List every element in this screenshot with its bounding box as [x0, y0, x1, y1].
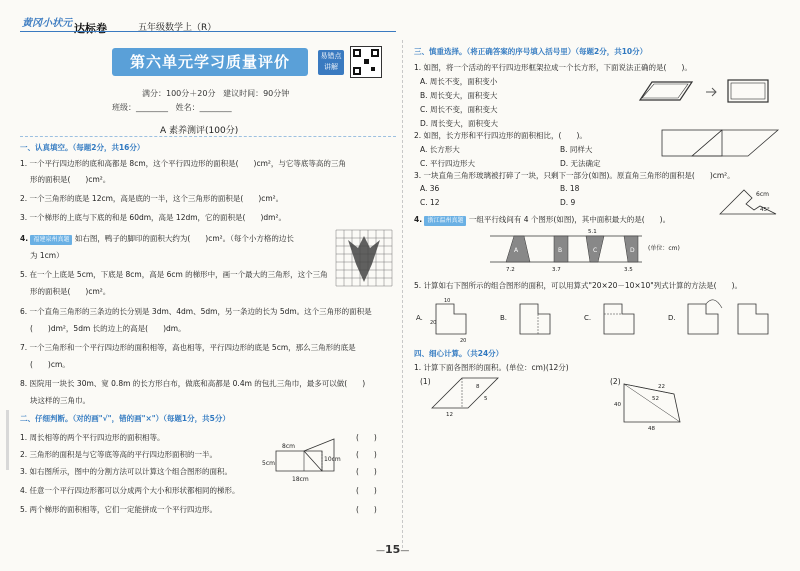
part2-heading: 二、仔细判断。（对的画"√"，错的画"×"）（每题1分，共5分）	[20, 414, 230, 423]
svg-text:40: 40	[614, 402, 621, 408]
brand-sub: 达标卷	[74, 22, 107, 35]
p3-q1-opt-b[interactable]: B. 周长变大，面积变大	[420, 91, 498, 100]
part4-heading: 四、细心计算。（共24分）	[414, 349, 504, 358]
p3-q4-letter-a: A	[514, 247, 519, 254]
p2-item-5: 5. 两个梯形的面积相等，它们一定能拼成一个平行四边形。	[20, 505, 218, 514]
svg-text:12: 12	[446, 412, 453, 418]
p2-fig-bottom: 18cm	[292, 476, 309, 483]
p3-q5-opt-d: D.	[668, 314, 676, 322]
p1-q6b: ( )dm²，5dm 长的边上的高是( )dm。	[30, 324, 186, 333]
p3-q4-figure	[470, 226, 700, 274]
p2-paren-2[interactable]: ( )	[356, 450, 377, 459]
p1-q7a: 7. 一个三角形和一个平行四边形的面积相等，高也相等，平行四边形的底是 5cm，那么三角形的底是	[20, 343, 356, 352]
p3-q3-angle: 45°	[760, 207, 770, 213]
p3-q2-opt-b[interactable]: B. 同样大	[560, 145, 593, 154]
page-title: 第六单元学习质量评价	[112, 48, 308, 76]
binding-edge	[6, 410, 9, 470]
p1-q5a: 5. 在一个上底是 5cm，下底是 8cm，高是 6cm 的梯形中，画一个最大的三角形，这个三角	[20, 270, 328, 279]
p3-q4: 4. 浙江温州真题 一组平行线间有 4 个图形(如图)，其中面积最大的是( )。	[414, 215, 671, 224]
p3-q3-figure	[716, 180, 782, 220]
p4-fig2-label: (2)	[610, 377, 621, 386]
p2-paren-5[interactable]: ( )	[356, 505, 377, 514]
p2-fig-top: 8cm	[282, 443, 295, 450]
svg-text:8: 8	[476, 384, 480, 390]
p3-q4-dim-c: 5.1	[588, 229, 597, 235]
p1-q3: 3. 一个梯形的上底与下底的和是 60dm，高是 12dm，它的面积是( )dm²。	[20, 213, 286, 222]
p3-q3-opt-a[interactable]: A. 36	[420, 184, 440, 193]
p3-q2-opt-d[interactable]: D. 无法确定	[560, 159, 601, 168]
p3-q2: 2. 如图，长方形和平行四边形的面积相比，( )。	[414, 131, 587, 140]
page-number: —15—	[376, 543, 410, 556]
p4-fig1-label: (1)	[420, 377, 431, 386]
p3-q5-opt-c: C.	[584, 314, 592, 322]
p3-q3-opt-d[interactable]: D. 9	[560, 198, 576, 207]
p2-item-2: 2. 三角形的面积是与它等底等高的平行四边形面积的一半。	[20, 450, 218, 459]
p2-fig-mid: 10cm	[324, 456, 341, 463]
brand-logo: 黄冈小状元	[22, 18, 72, 29]
p3-q4-dim-a: 7.2	[506, 267, 515, 273]
svg-text:20: 20	[430, 320, 437, 326]
p3-q3-label: 6cm	[756, 191, 769, 198]
svg-text:22: 22	[658, 384, 665, 390]
qr-label: 易错点讲解	[318, 50, 344, 75]
qr-code-icon	[350, 46, 382, 78]
page-fold-divider	[402, 40, 403, 548]
p1-q4a: 4. 福建泉州真题 如右图，鸭子的脚印的面积大约为( )cm²。（每个小方格的边长	[20, 234, 294, 243]
section-a-title: A 素养测评(100分)	[160, 126, 239, 136]
part3-heading: 三、慎重选择。（将正确答案的序号填入括号里）（每题2分，共10分）	[414, 47, 648, 56]
p4-q1: 1. 计算下面各图形的面积。(单位：cm)(12分)	[414, 363, 569, 372]
p2-item-3: 3. 如右图所示，图中的分割方法可以计算这个组合图形的面积。	[20, 467, 233, 476]
p2-paren-4[interactable]: ( )	[356, 486, 377, 495]
p3-q2-opt-a[interactable]: A. 长方形大	[420, 145, 460, 154]
svg-text:48: 48	[648, 426, 655, 432]
p3-q1-opt-d[interactable]: D. 周长变大，面积变大	[420, 119, 499, 128]
p3-q5-opt-b: B.	[500, 314, 508, 322]
p3-q5-figures	[414, 294, 774, 344]
p1-q4-tag: 福建泉州真题	[30, 235, 72, 245]
class-name-line: 班级：________ 姓名：________	[112, 103, 232, 112]
p3-q4-letter-c: C	[593, 247, 598, 254]
p1-q4b: 为 1cm）	[30, 251, 64, 260]
p3-q4-tag: 浙江温州真题	[424, 216, 466, 226]
p3-q2-opt-c[interactable]: C. 平行四边形大	[420, 159, 476, 168]
p3-q4-dim-d: 3.5	[624, 267, 633, 273]
p1-q1a: 1. 一个平行四边形的底和高都是 8cm，这个平行四边形的面积是( )cm²，与它等底等高的三角	[20, 159, 346, 168]
score-time: 满分：100分＋20分 建议时间：90分钟	[142, 89, 290, 98]
p3-q5-opt-a: A.	[416, 314, 423, 322]
p1-q2: 2. 一个三角形的底是 12cm，高是底的一半，这个三角形的面积是( )cm²。	[20, 194, 284, 203]
p2-paren-1[interactable]: ( )	[356, 433, 377, 442]
svg-text:52: 52	[652, 396, 659, 402]
p3-q4-dim-b: 3.7	[552, 267, 561, 273]
p2-figure	[262, 443, 342, 483]
section-a-divider	[20, 136, 396, 137]
p4-figure-2	[614, 378, 694, 434]
p1-q1b: 形的面积是( )cm²。	[30, 175, 111, 184]
p1-q8a: 8. 医院用一块长 30m、宽 0.8m 的长方形白布，做底和高都是 0.4m 的包扎三角巾，最多可以做( )	[20, 379, 366, 388]
p3-q1-opt-c[interactable]: C. 周长不变，面积变大	[420, 105, 498, 114]
p2-item-1: 1. 周长相等的两个平行四边形的面积相等。	[20, 433, 165, 442]
p3-q1-figure	[630, 78, 780, 108]
svg-text:20: 20	[460, 338, 467, 344]
p3-q1-opt-a[interactable]: A. 周长不变，面积变小	[420, 77, 498, 86]
p4-figure-1	[428, 378, 518, 422]
p3-q3-opt-b[interactable]: B. 18	[560, 184, 580, 193]
p2-fig-left: 5cm	[262, 460, 275, 467]
p3-q5: 5. 计算如右下图所示的组合图形的面积，可以用算式"20×20－10×10"列式计算的方法是( )。	[414, 281, 743, 290]
p3-q4-letter-d: D	[630, 247, 635, 254]
header-divider	[20, 31, 396, 32]
p3-q1: 1. 如图，将一个活动的平行四边形框架拉成一个长方形，下面说法正确的是( )。	[414, 63, 692, 72]
svg-text:5: 5	[484, 396, 488, 402]
p2-item-4: 4. 任意一个平行四边形都可以分成两个大小和形状都相同的梯形。	[20, 486, 240, 495]
p3-q4-letter-b: B	[558, 247, 563, 254]
p3-q4-unit: (单位：cm)	[648, 245, 680, 252]
p1-q7b: ( )cm。	[30, 360, 70, 369]
p3-q3-opt-c[interactable]: C. 12	[420, 198, 440, 207]
p3-q3: 3. 一块直角三角形玻璃被打碎了一块，只剩下一部分(如图)。原直角三角形的面积是( )cm²。	[414, 171, 735, 180]
p1-q6a: 6. 一个直角三角形的三条边的长分别是 3dm、4dm、5dm，另一条边的长为 5dm。这个三角形的面积是	[20, 307, 372, 316]
p3-q2-figure	[662, 126, 782, 160]
p1-q5b: 形的面积是( )cm²。	[30, 287, 111, 296]
part1-heading: 一、认真填空。（每题2分，共16分）	[20, 143, 145, 152]
p1-q8b: 块这样的三角巾。	[30, 396, 90, 405]
duck-footprint-grid	[336, 230, 392, 286]
svg-text:10: 10	[444, 298, 451, 304]
grade-label: 五年级数学上（R）	[138, 23, 217, 33]
p2-paren-3[interactable]: ( )	[356, 467, 377, 476]
